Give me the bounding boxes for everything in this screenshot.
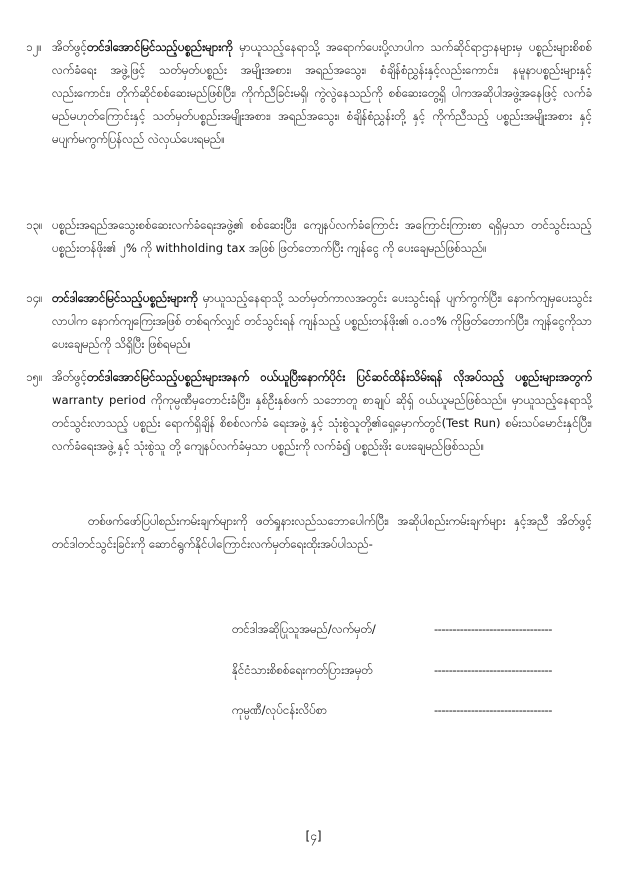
clause-text-bold: တင်ဒါအောင်မြင်သည့်ပစ္စည်းများကို (52, 291, 198, 305)
clause-15 (26, 366, 592, 458)
signature-row-id-card (232, 663, 612, 683)
signature-blank-line: -------------------------------- (434, 622, 552, 636)
signature-label: တင်ဒါအဆိုပြုသူအမည်/လက်မှတ်/ (232, 622, 376, 636)
clause-14 (26, 287, 592, 356)
clause-text: warranty period ကိုကုမ္ပဏီမှတောင်းခံပြီး၊ နှစ်ဦးနှစ်ဖက် သဘောတူ စာချုပ် ဆိုရှ် ဝယ်ယူမည်ဖြစ်သည်။ မှာယူသည့်နေရာသို့ တင်သွင်းလာသည့် ပစ္စည်း ရောက်ရှိချိန် စိစစ်လက်ခံ ရေးအဖွဲ့ နှင့် သုံးစွဲသူတို့၏ရှေ့မှောက်တွင်(Test Run) စမ်းသပ်မောင်းနှင်ပြီး၊ လက်ခံရေးအဖွဲ့ နှင့် သုံးစွဲသူ တို့ ကျေနပ်လက်ခံမှသာ ပစ္စည်းကို လက်ခံ၍ ပစ္စည်းဖိုး ပေးချေမည်ဖြစ်သည်။ (52, 393, 592, 453)
clause-text-pre: အိတ်ဖွင့် (52, 370, 87, 384)
closing-statement: တစ်ဖက်ဖော်ပြပါစည်းကမ်းချက်များကို ဖတ်ရှုနားလည်သဘောပေါက်ပြီး၊ အဆိုပါစည်းကမ်းချက်များ နှင့်အညီ အိတ်ဖွင့်တင်ဒါတင်သွင်းခြင်းကို ဆောင်ရွက်နိုင်ပါကြောင်းလက်မှတ်ရေးထိုးအပ်ပါသည်- (52, 514, 592, 551)
signature-row-name (232, 622, 612, 642)
clause-text: မှာယူသည့်နေရာသို့ အရောက်ပေးပို့လာပါက သက်ဆိုင်ရာဌာနများမှ ပစ္စည်းများစိစစ်လက်ခံရေး အဖွဲ့ဖြင့် သတ်မှတ်ပစ္စည်း အမျိုးအစား၊ အရည်အသွေး၊ စံချိန်စံညွှန်းနှင့်လည်းကောင်း၊ နမူနာပစ္စည်းများနှင့် လည်းကောင်း၊ တိုက်ဆိုင်စစ်ဆေးမည်ဖြစ်ပြီး၊ ကိုက်ညီခြင်းမရှိ၊ ကွဲလွဲနေသည်ကို စစ်ဆေးတွေ့ရှိ ပါကအဆိုပါအဖွဲ့အနေဖြင့် လက်ခံမည်မဟုတ်ကြောင်းနှင့် သတ်မှတ်ပစ္စည်းအမျိုးအစား၊ အရည်အသွေး၊ စံချိန်စံညွှန်းတို့ နှင့် ကိုက်ညီသည့် ပစ္စည်းအမျိုးအစား နှင့် မပျက်မကွက်ပြန်လည် လဲလှယ်ပေးရမည်။ (52, 40, 592, 146)
clause-number: ၁၅။ (26, 370, 43, 384)
signature-row-address (232, 703, 612, 723)
signature-blank-line: -------------------------------- (434, 703, 552, 717)
clause-13 (26, 214, 592, 260)
clause-text: မှာယူသည့်နေရာသို့ သတ်မှတ်ကာလအတွင်း ပေးသွင်းရန် ပျက်ကွက်ပြီး၊ နောက်ကျမှပေးသွင်းလာပါက နောက်ကျကြေးအဖြစ် တစ်ရက်လျှင် တင်သွင်းရန် ကျန်သည့် ပစ္စည်းတန်ဖိုး၏ ၀.၀၁% ကိုဖြတ်တောက်ပြီး၊ ကျန်ငွေကိုသာ ပေးချေမည်ကို သိရှိပြီး ဖြစ်ရမည်။ (52, 291, 592, 351)
signature-label: နိုင်ငံသားစိစစ်ရေးကတ်ပြားအမှတ် (232, 663, 373, 677)
clause-number: ၁၄။ (26, 291, 43, 305)
signature-blank-line: -------------------------------- (434, 663, 552, 677)
signature-label: ကုမ္ပဏီ/လုပ်ငန်းလိပ်စာ (232, 703, 328, 717)
clause-text-bold: တင်ဒါအောင်မြင်သည့်ပစ္စည်းများကို (87, 40, 233, 54)
clause-number: ၁၃။ (26, 218, 43, 232)
page-number: [၄] (305, 829, 322, 843)
clause-number: ၁၂။ (26, 40, 42, 54)
clause-text-pre: အိတ်ဖွင့် (52, 40, 87, 54)
clause-12 (26, 36, 592, 151)
clause-text: ပစ္စည်းအရည်အသွေးစစ်ဆေးလက်ခံရေးအဖွဲ့၏ စစ်ဆေးပြီး၊ ကျေနပ်လက်ခံကြောင်း အကြောင်းကြားစာ ရရှိမှသာ တင်သွင်းသည့်ပစ္စည်းတန်ဖိုး၏ ၂% ကို withholding tax အဖြစ် ဖြတ်တောက်ပြီး ကျန်ငွေ ကို ပေးချေမည်ဖြစ်သည်။ (52, 218, 592, 255)
clause-text-bold: တင်ဒါအောင်မြင်သည့်ပစ္စည်းများအနက် ဝယ်ယူပြီးနောက်ပိုင်း ပြင်ဆင်ထိန်းသိမ်းရန် လိုအပ်သည့် ပစ္စည်းများအတွက် (87, 370, 592, 384)
